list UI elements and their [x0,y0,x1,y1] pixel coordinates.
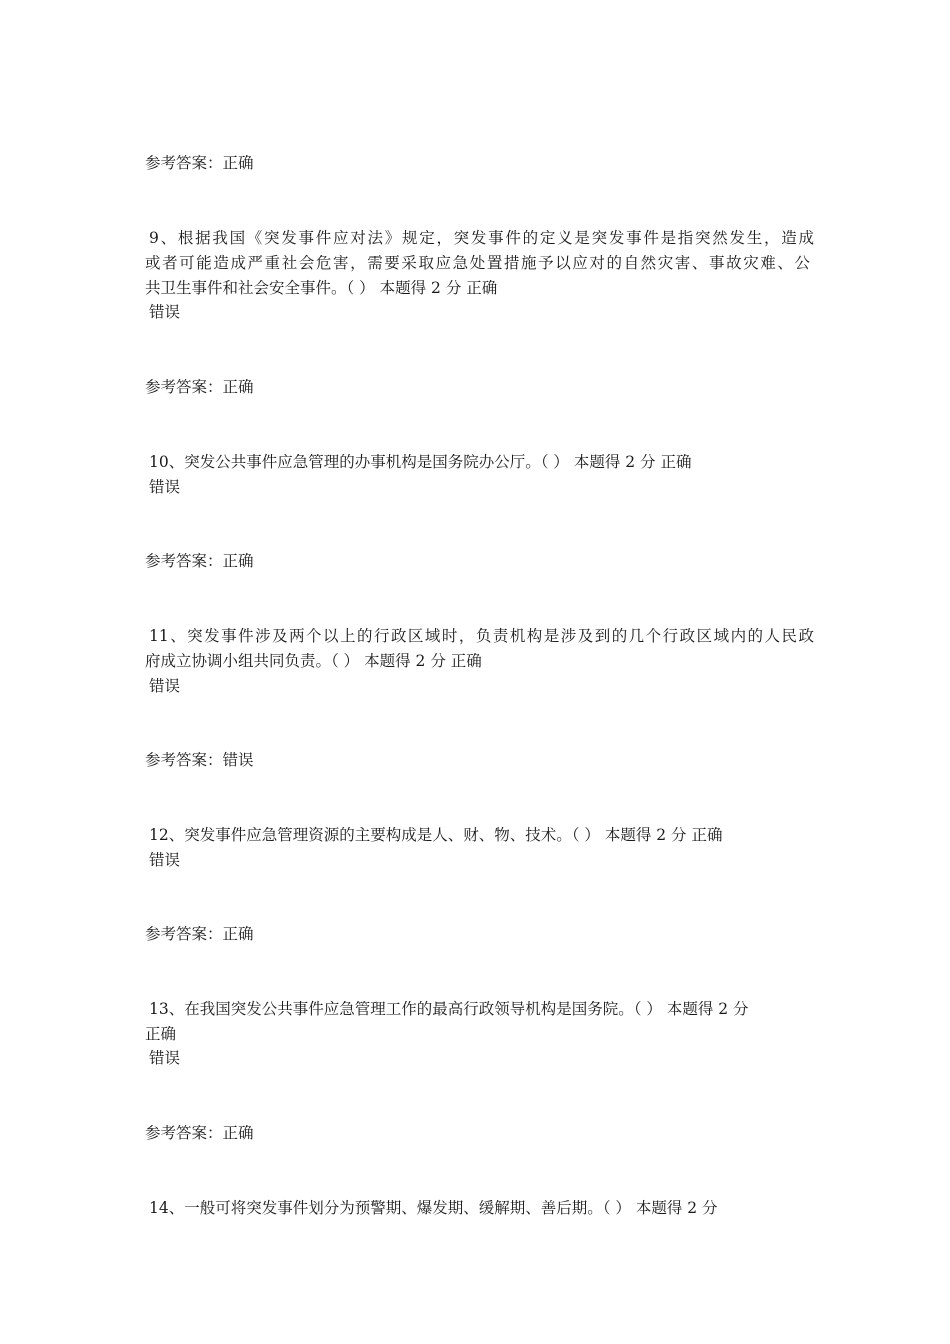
question-9-line-3: 共卫生事件和社会安全事件。（ ） 本题得 2 分 正确 [145,279,498,297]
question-12-line-1: 12、突发事件应急管理资源的主要构成是人、财、物、技术。（ ） 本题得 2 分 正确 [149,826,723,844]
answer-line: 参考答案：正确 [145,925,254,943]
question-11-line-1: 11、突发事件涉及两个以上的行政区域时，负责机构是涉及到的几个行政区域内的人民政 [149,627,814,645]
option-wrong: 错误 [149,478,181,496]
question-10-line-1: 10、突发公共事件应急管理的办事机构是国务院办公厅。（ ） 本题得 2 分 正确 [149,453,692,471]
question-9-line-1: 9、根据我国《突发事件应对法》规定，突发事件的定义是突发事件是指突然发生，造成 [149,229,814,247]
question-13-line-1: 13、在我国突发公共事件应急管理工作的最高行政领导机构是国务院。（ ） 本题得 2 分 [149,1000,749,1018]
question-13-line-2: 正确 [145,1025,177,1043]
question-14-line-1: 14、一般可将突发事件划分为预警期、爆发期、缓解期、善后期。（ ） 本题得 2 分 [149,1199,718,1217]
question-11-line-2: 府成立协调小组共同负责。（ ） 本题得 2 分 正确 [145,652,482,670]
option-wrong: 错误 [149,1049,181,1067]
answer-line: 参考答案：正确 [145,154,254,172]
option-wrong: 错误 [149,303,181,321]
answer-line: 参考答案：正确 [145,1124,254,1142]
answer-line: 参考答案：正确 [145,552,254,570]
question-9-line-2: 或者可能造成严重社会危害，需要采取应急处置措施予以应对的自然灾害、事故灾难、公 [145,254,810,272]
option-wrong: 错误 [149,851,181,869]
answer-line: 参考答案：错误 [145,751,254,769]
answer-line: 参考答案：正确 [145,378,254,396]
option-wrong: 错误 [149,677,181,695]
